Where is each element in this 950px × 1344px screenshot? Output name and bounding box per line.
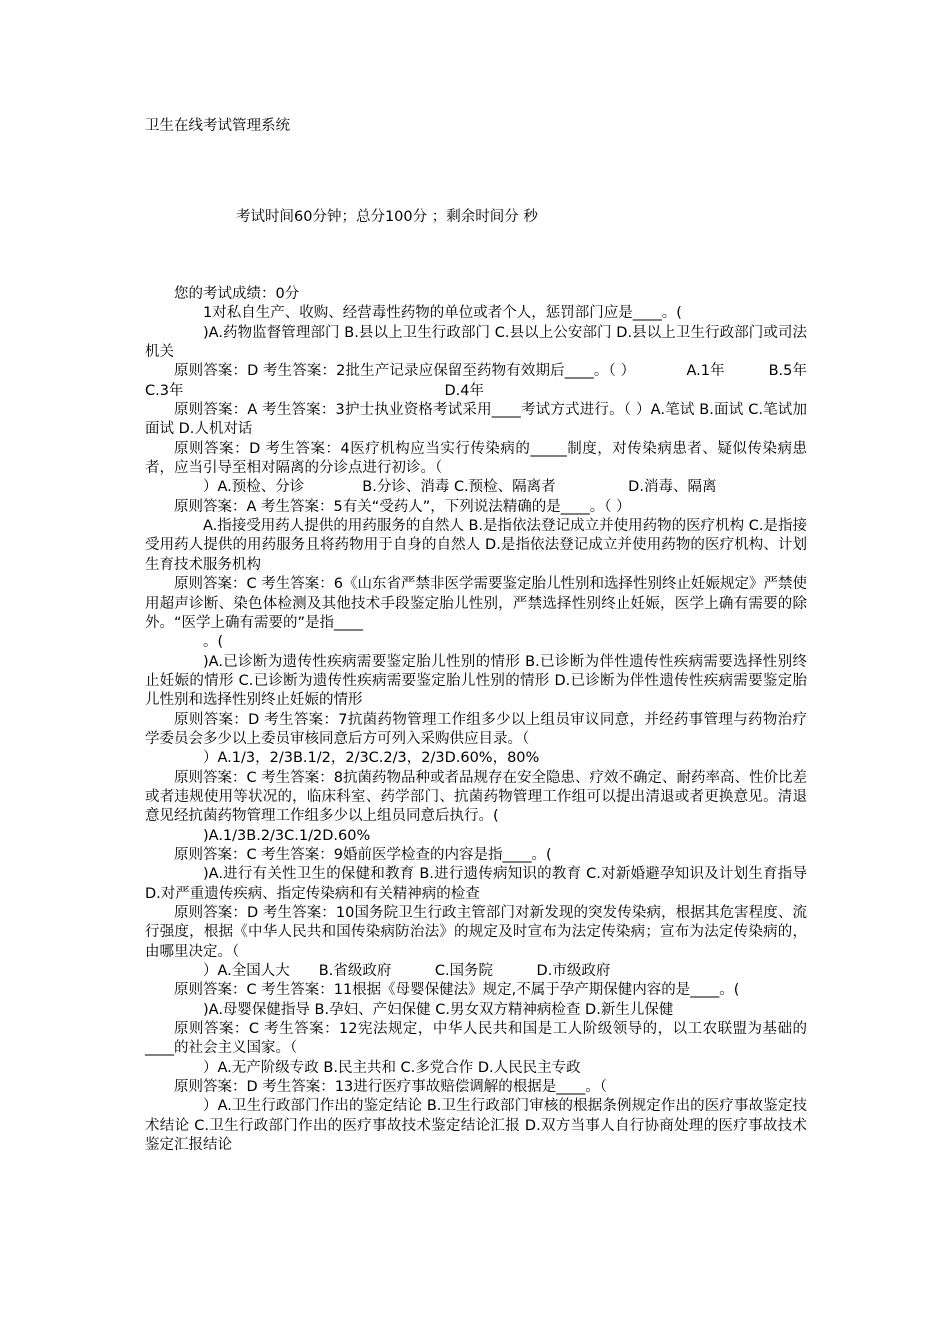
answer-11-question-12: 原则答案：C 考生答案：12宪法规定，中华人民共和国是工人阶级领导的，以工农联盟为基础的____的社会主义国家。（ bbox=[145, 1021, 807, 1057]
question-7-options: ）A.1/3，2/3B.1/2，2/3C.2/3，2/3D.60%，80% bbox=[203, 750, 540, 767]
answer-9-question-10: 原则答案：D 考生答案：10国务院卫生行政主管部门对新发现的突发传染病，根据其危害程度、流行强度，根据《中华人民共和国传染病防治法》的规定及时宣布为法定传染病；宣布为法定传染病的，由哪里决定。（ bbox=[145, 905, 807, 960]
answer-7-question-8: 原则答案：C 考生答案：8抗菌药物品种或者品规存在安全隐患、疗效不确定、耐药率高、性价比差或者违规使用等状况的，临床科室、药学部门、抗菌药物管理工作组可以提出清退或者更换意见。清退意见经抗菌药物管理工作组多少以上组员同意后执行。( bbox=[145, 769, 807, 825]
question-8-options: )A.1/3B.2/3C.1/2D.60% bbox=[203, 827, 371, 844]
answer-1-question-2: 原则答案：D 考生答案：2批生产记录应保留至药物有效期后____。（ ） A.1年 B.5年 C.3年 D.4年 bbox=[145, 363, 807, 399]
answer-5-question-6: 原则答案：C 考生答案：6《山东省严禁非医学需要鉴定胎儿性别和选择性别终止妊娠规定》严禁使用超声诊断、染色体检测及其他技术手段鉴定胎儿性别，严禁选择性别终止妊娠，医学上确有需要的除外。“医学上确有需要的”是指____ bbox=[145, 576, 807, 631]
question-11-options: )A.母婴保健指导 B.孕妇、产妇保健 C.男女双方精神病检查 D.新生儿保健 bbox=[203, 1001, 674, 1018]
document-title: 卫生在线考试管理系统 bbox=[145, 118, 290, 134]
answer-10-question-11: 原则答案：C 考生答案：11根据《母婴保健法》规定,不属于孕产期保健内容的是____。( bbox=[174, 982, 740, 999]
question-1-stem: 1对私自生产、收购、经营毒性药物的单位或者个人，惩罚部门应是____。( bbox=[203, 305, 682, 322]
question-6-stem-end: 。( bbox=[203, 634, 224, 651]
answer-3-question-4: 原则答案：D 考生答案：4医疗机构应当实行传染病的_____制度，对传染病患者、疑似传染病患者，应当引导至相对隔离的分诊点进行初诊。（ bbox=[145, 440, 807, 477]
answer-6-question-7: 原则答案：D 考生答案：7抗菌药物管理工作组多少以上组员审议同意，并经药事管理与药物治疗学委员会多少以上委员审核同意后方可列入采购供应目录。（ bbox=[145, 711, 807, 747]
score-line: 您的考试成绩：0分 bbox=[174, 286, 300, 302]
question-6-options: )A.已诊断为遗传性疾病需要鉴定胎儿性别的情形 B.已诊断为伴性遗传性疾病需要选择性别终止妊娠的情形 C.已诊断为遗传性疾病需要鉴定胎儿性别的情形 D.已诊断为伴性遗传性疾病需要鉴定胎儿性别和选择性别终止妊娠的情形 bbox=[145, 653, 807, 709]
question-5-options: A.指接受用药人提供的用药服务的自然人 B.是指依法登记成立并使用药物的医疗机构 C.是指接受用药人提供的用药服务且将药物用于自身的自然人 D.是指依法登记成立并使用药物的医疗机构、计划生育技术服务机构 bbox=[145, 518, 807, 573]
question-12-options: ）A.无产阶级专政 B.民主共和 C.多党合作 D.人民民主专政 bbox=[203, 1059, 581, 1076]
answer-4-question-5: 原则答案：A 考生答案：5有关“受药人”，下列说法精确的是____。（ ） bbox=[174, 498, 631, 515]
question-13-options: ）A.卫生行政部门作出的鉴定结论 B.卫生行政部门审核的根据条例规定作出的医疗事故鉴定技术结论 C.卫生行政部门作出的医疗事故技术鉴定结论汇报 D.双方当事人自行协商处理的医疗事故技术鉴定汇报结论 bbox=[145, 1098, 807, 1154]
exam-content bbox=[145, 285, 807, 1155]
answer-2-question-3: 原则答案：A 考生答案：3护士执业资格考试采用____考试方式进行。（ ）A.笔试 B.面试 C.笔试加面试 D.人机对话 bbox=[145, 402, 807, 438]
answer-12-question-13: 原则答案：D 考生答案：13进行医疗事故赔偿调解的根据是____。（ bbox=[174, 1079, 607, 1096]
question-4-options: ）A.预检、分诊 B.分诊、消毒 C.预检、隔离者 D.消毒、隔离 bbox=[203, 479, 717, 496]
question-1-options: )A.药物监督管理部门 B.县以上卫生行政部门 C.县以上公安部门 D.县以上卫生行政部门或司法机关 bbox=[145, 324, 807, 361]
question-10-options: ）A.全国人大 B.省级政府 C.国务院 D.市级政府 bbox=[203, 963, 611, 980]
question-9-options: )A.进行有关性卫生的保健和教育 B.进行遗传病知识的教育 C.对新婚避孕知识及计划生育指导 D.对严重遗传疾病、指定传染病和有关精神病的检查 bbox=[145, 866, 807, 902]
answer-8-question-9: 原则答案：C 考生答案：9婚前医学检查的内容是指____。( bbox=[174, 846, 552, 863]
exam-info-line: 考试时间60分钟；总分100分 ；剩余时间分 秒 bbox=[236, 209, 538, 225]
